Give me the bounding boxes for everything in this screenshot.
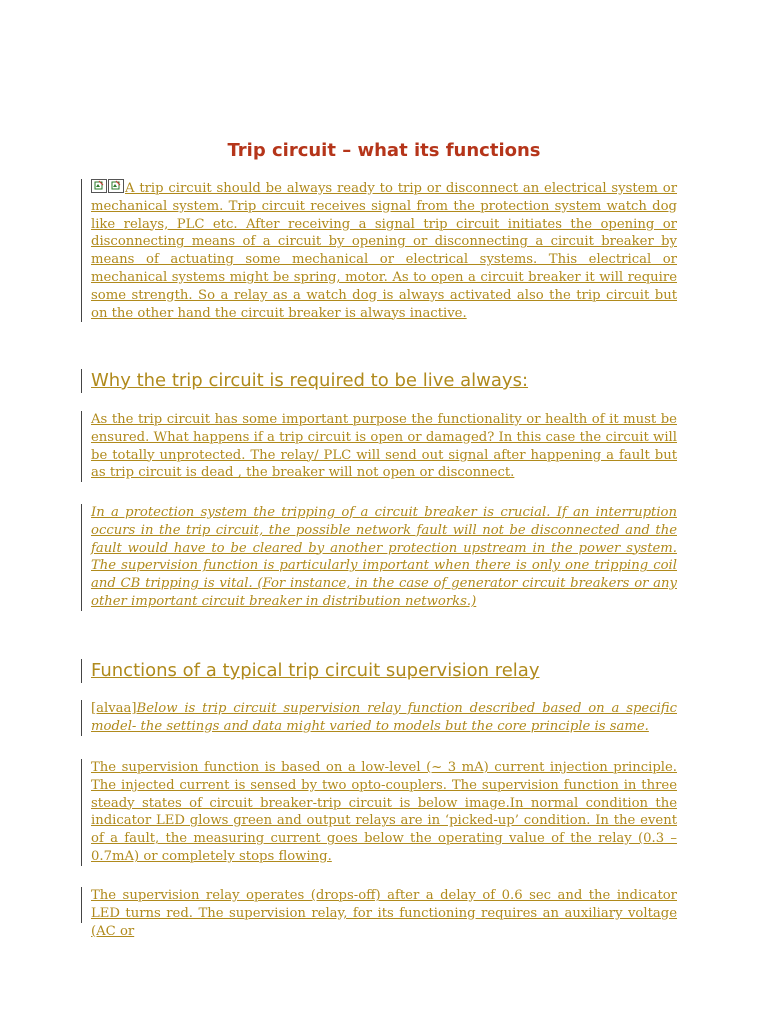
section2-paragraph-1[interactable]	[81, 700, 677, 736]
section2-paragraph-3[interactable]: The supervision relay operates (drops-off) after a delay of 0.6 sec and the indicator LED turns red. The supervision relay, for its functioning requires an auxiliary voltage (AC or	[81, 887, 677, 923]
section-heading-why-live: Why the trip circuit is required to be live always:	[81, 369, 528, 393]
section1-paragraph-1[interactable]: As the trip circuit has some important purpose the functionality or health of it must be ensured. What happens if a trip circuit is open or damaged? In this case the circuit will be totally unprotected. The relay/ PLC will send out signal after happening a fault but as trip circuit is dead , the breaker will not open or disconnect.	[81, 411, 677, 482]
broken-image-icon	[108, 179, 124, 193]
page-title: Trip circuit – what its functions	[227, 140, 541, 161]
broken-image-icon	[91, 179, 107, 193]
section2-paragraph-2[interactable]: The supervision function is based on a low-level (~ 3 mA) current injection principle. The injected current is sensed by two opto-couplers. The supervision function in three steady states of circuit breaker-trip circuit is below image.In normal condition the indicator LED glows green and output relays are in ‘picked-up’ condition. In the event of a fault, the measuring current goes below the operating value of the relay (0.3 – 0.7mA) or completely stops flowing.	[81, 759, 677, 866]
intro-paragraph[interactable]	[81, 179, 677, 322]
prefix-tag: [alvaa]	[91, 701, 137, 716]
section1-paragraph-2[interactable]: In a protection system the tripping of a circuit breaker is crucial. If an interruption occurs in the trip circuit, the possible network fault will not be disconnected and the fault would have to be cleared by another protection upstream in the power system. The supervision function is particularly important when there is only one tripping coil and CB tripping is vital. (For instance, in the case of generator circuit breakers or any other important circuit breaker in distribution networks.)	[81, 504, 677, 611]
section2-paragraph-1-text: Below is trip circuit supervision relay function described based on a specific model- the settings and data might varied to models but the core principle is same.	[91, 701, 677, 734]
section-heading-functions	[81, 659, 540, 683]
section-heading-functions-text: Functions of a typical trip circuit supervision relay	[91, 660, 540, 681]
intro-text: A trip circuit should be always ready to trip or disconnect an electrical system or mechanical system. Trip circuit receives signal from the protection system watch dog like relays, PLC etc. After receiving a signal trip circuit initiates the opening or disconnecting means of a circuit by opening or disconnecting a circuit breaker by means of actuating some mechanical or electrical systems. This electrical or mechanical systems might be spring, motor. As to open a circuit breaker it will require some strength. So a relay as a watch dog is always activated also the trip circuit but on the other hand the circuit breaker is always inactive.	[91, 181, 677, 321]
